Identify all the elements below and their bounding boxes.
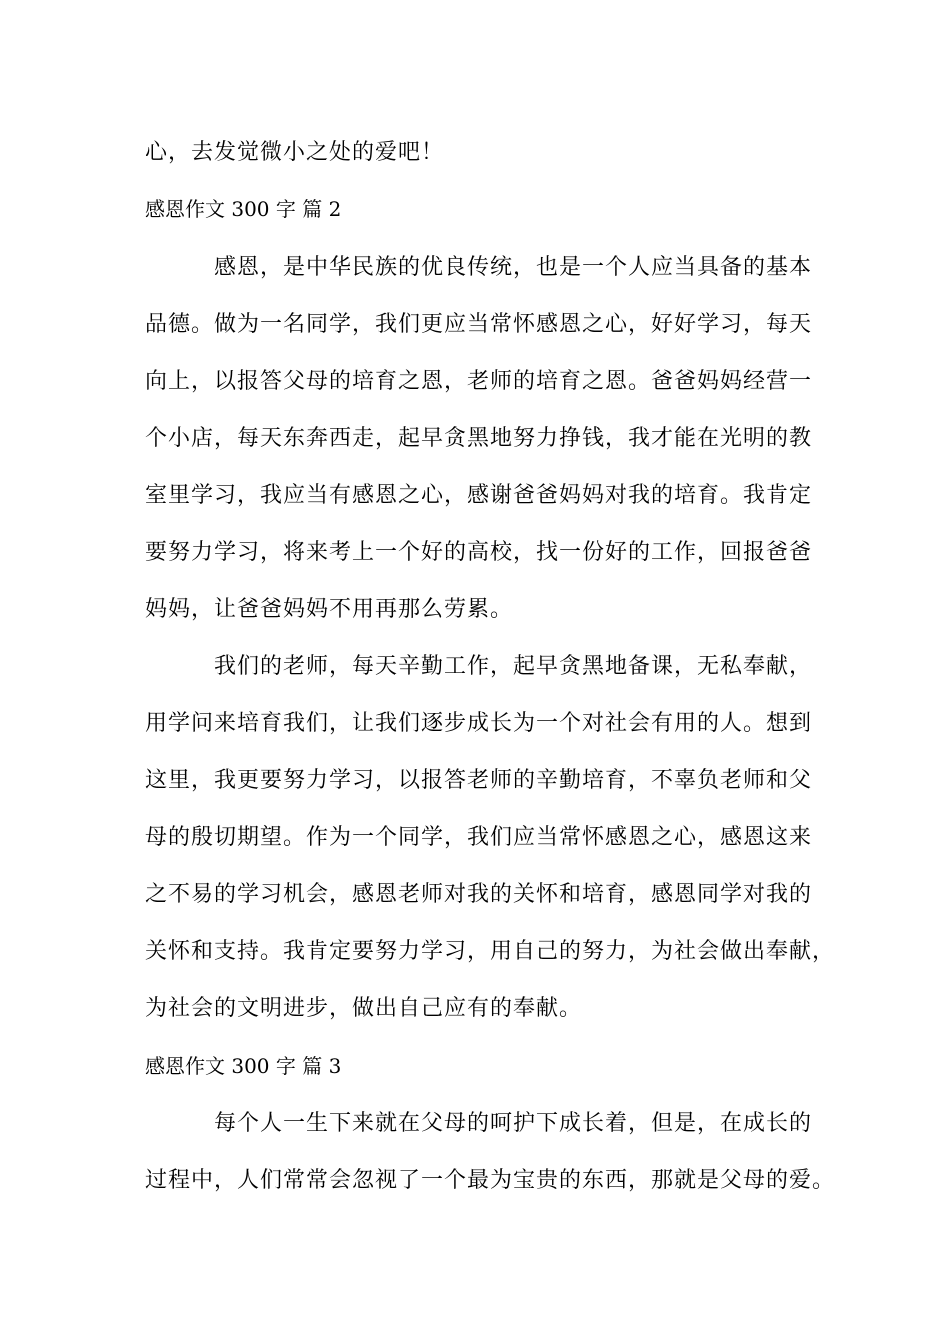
paragraph-line: 感恩，是中华民族的优良传统，也是一个人应当具备的基本 <box>214 255 813 280</box>
paragraph-line: 要努力学习，将来考上一个好的高校，找一份好的工作，回报爸爸 <box>145 540 813 565</box>
paragraph-line: 母的殷切期望。作为一个同学，我们应当常怀感恩之心，感恩这来 <box>145 825 813 850</box>
paragraph-line: 妈妈，让爸爸妈妈不用再那么劳累。 <box>145 597 514 622</box>
paragraph-line: 心，去发觉微小之处的爱吧！ <box>145 140 445 165</box>
paragraph-line: 室里学习，我应当有感恩之心，感谢爸爸妈妈对我的培育。我肯定 <box>145 483 813 508</box>
paragraph-line: 用学问来培育我们，让我们逐步成长为一个对社会有用的人。想到 <box>145 711 813 736</box>
paragraph-line: 品德。做为一名同学，我们更应当常怀感恩之心，好好学习，每天 <box>145 312 813 337</box>
paragraph-line: 过程中，人们常常会忽视了一个最为宝贵的东西，那就是父母的爱。 <box>145 1168 836 1193</box>
paragraph-line: 为社会的文明进步，做出自己应有的奉献。 <box>145 996 583 1021</box>
paragraph-line: 我们的老师，每天辛勤工作，起早贪黑地备课，无私奉献， <box>214 654 813 679</box>
paragraph-line: 向上，以报答父母的培育之恩，老师的培育之恩。爸爸妈妈经营一 <box>145 369 813 394</box>
section-heading-2: 感恩作文 300 字 篇 2 <box>145 197 342 221</box>
paragraph-line: 每个人一生下来就在父母的呵护下成长着，但是，在成长的 <box>214 1111 813 1136</box>
paragraph-line: 之不易的学习机会，感恩老师对我的关怀和培育，感恩同学对我的 <box>145 882 813 907</box>
paragraph-line: 这里，我更要努力学习，以报答老师的辛勤培育，不辜负老师和父 <box>145 768 813 793</box>
paragraph-line: 个小店，每天东奔西走，起早贪黑地努力挣钱，我才能在光明的教 <box>145 426 813 451</box>
section-heading-3: 感恩作文 300 字 篇 3 <box>145 1054 342 1078</box>
paragraph-line: 关怀和支持。我肯定要努力学习，用自己的努力，为社会做出奉献， <box>145 939 836 964</box>
